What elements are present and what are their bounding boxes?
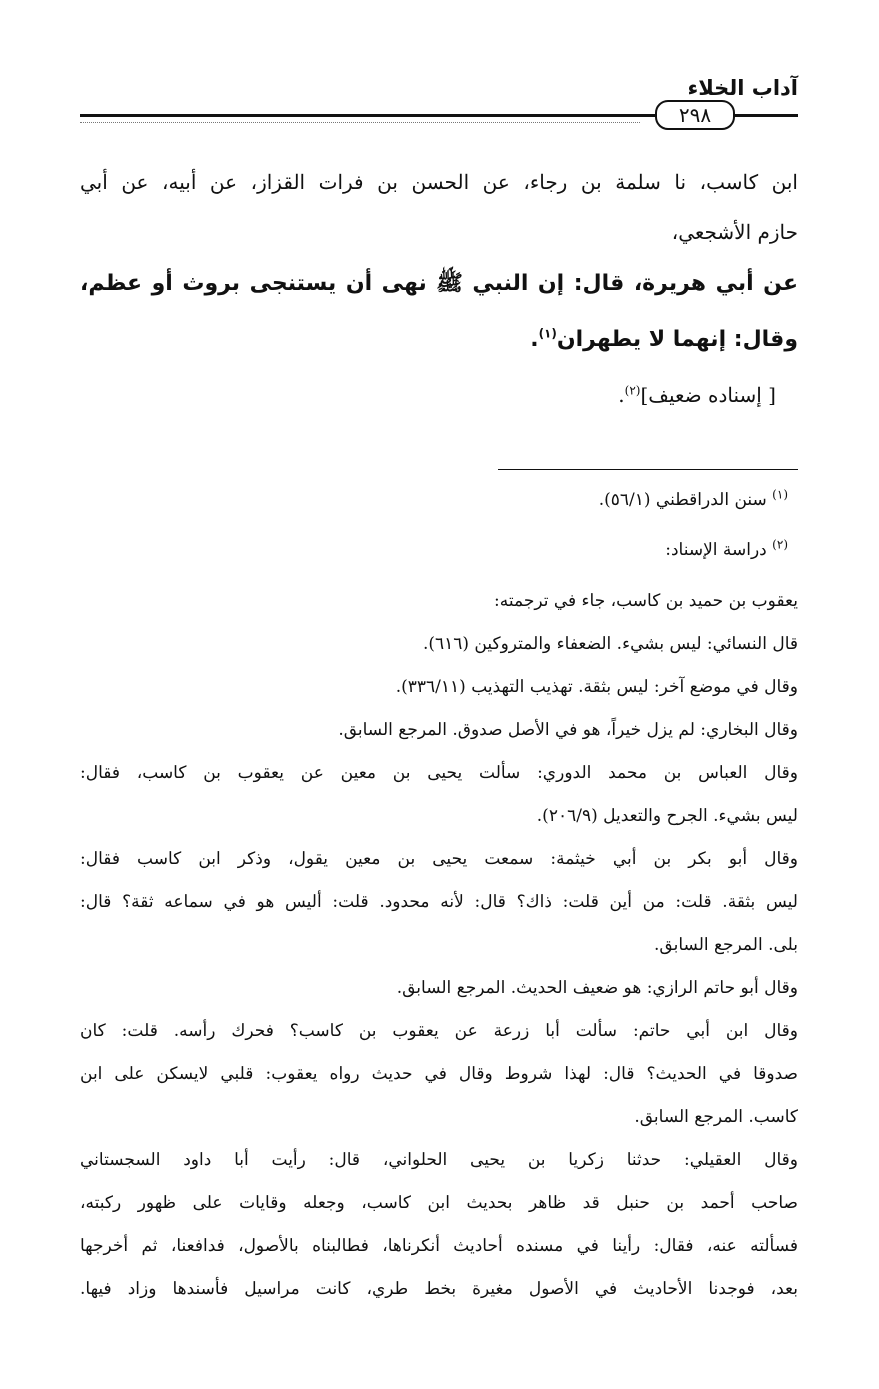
hadith-text-line [80,324,798,356]
footnote-line: وقال في موضع آخر: ليس بثقة. تهذيب التهذيب (٣٣٦/١١). [395,677,798,697]
footnote-line: قال النسائي: ليس بشيء. الضعفاء والمتروكين (٦١٦). [422,634,798,654]
footnote-line: ليس بثقة. قلت: من أين قلت: ذاك؟ قال: لأنه محدود. قلت: أليس هو في سماعه ثقة؟ قال: [80,892,798,912]
grading-end-punct: . [618,383,625,407]
isnad-line: حازم الأشجعي، [671,220,798,244]
footnote-reference: (١) [538,326,557,341]
page-number: ٢٩٨ [655,100,735,130]
footnote-marker: (١) [772,487,788,502]
footnote-1 [80,487,788,513]
hadith-text: وقال: إنهما لا يطهران [556,327,798,352]
footnote-text: سنن الدراقطني (٥٦/١). [598,490,767,510]
footnote-line: وقال البخاري: لم يزل خيراً، هو في الأصل صدوق. المرجع السابق. [338,720,798,740]
isnad-line: ابن كاسب، نا سلمة بن رجاء، عن الحسن بن فرات القزاز، عن أبيه، عن أبي [80,170,798,194]
page-header [80,70,798,132]
footnote-line: وقال العباس بن محمد الدوري: سألت يحيى بن معين عن يعقوب بن كاسب، فقال: [80,763,798,783]
grading-line [80,381,776,409]
footnote-line: صدوقا في الحديث؟ قال: لهذا شروط وقال في حديث رواه يعقوب: قلبي لايسكن على ابن [80,1064,798,1084]
hadith-end-punct: . [530,327,539,352]
footnote-line: صاحب أحمد بن حنبل قد ظاهر بحديث ابن كاسب، وجعله وقايات على ظهور ركبته، [80,1193,798,1213]
footnote-line: كاسب. المرجع السابق. [634,1107,798,1127]
running-title: آداب الخلاء [687,76,798,100]
footnote-marker: (٢) [772,537,788,552]
footnote-line: وقال أبو بكر بن أبي خيثمة: سمعت يحيى بن معين يقول، وذكر ابن كاسب فقال: [80,849,798,869]
footnote-line: وقال ابن أبي حاتم: سألت أبا زرعة عن يعقوب بن كاسب؟ فحرك رأسه. قلت: كان [80,1021,798,1041]
footnote-separator [498,469,798,470]
hadith-text-line: عن أبي هريرة، قال: إن النبي ﷺ نهى أن يستنجى بروث أو عظم، [80,271,798,296]
footnote-line: وقال أبو حاتم الرازي: هو ضعيف الحديث. المرجع السابق. [396,978,798,998]
footnote-text: دراسة الإسناد: [665,540,767,560]
footnote-2 [80,537,788,563]
footnote-line: بلى. المرجع السابق. [654,935,798,955]
footnote-line: بعد، فوجدنا الأحاديث في الأصول مغيرة بخط طري، كانت مراسيل فأسندها وزاد فيها. [80,1279,798,1299]
footnote-line: وقال العقيلي: حدثنا زكريا بن يحيى الحلواني، قال: رأيت أبا داود السجستاني [80,1150,798,1170]
footnote-line: ليس بشيء. الجرح والتعديل (٢٠٦/٩). [536,806,798,826]
footnote-line: فسألته عنه، فقال: رأينا في مسنده أحاديث أنكرناها، فطالبناه بالأصول، فدافعنا، ثم أخرجها [80,1236,798,1256]
header-rule-dotted [80,122,640,123]
grading-text: [ إسناده ضعيف] [640,383,776,407]
footnote-reference: (٢) [624,383,641,398]
footnote-line: يعقوب بن حميد بن كاسب، جاء في ترجمته: [494,591,798,611]
